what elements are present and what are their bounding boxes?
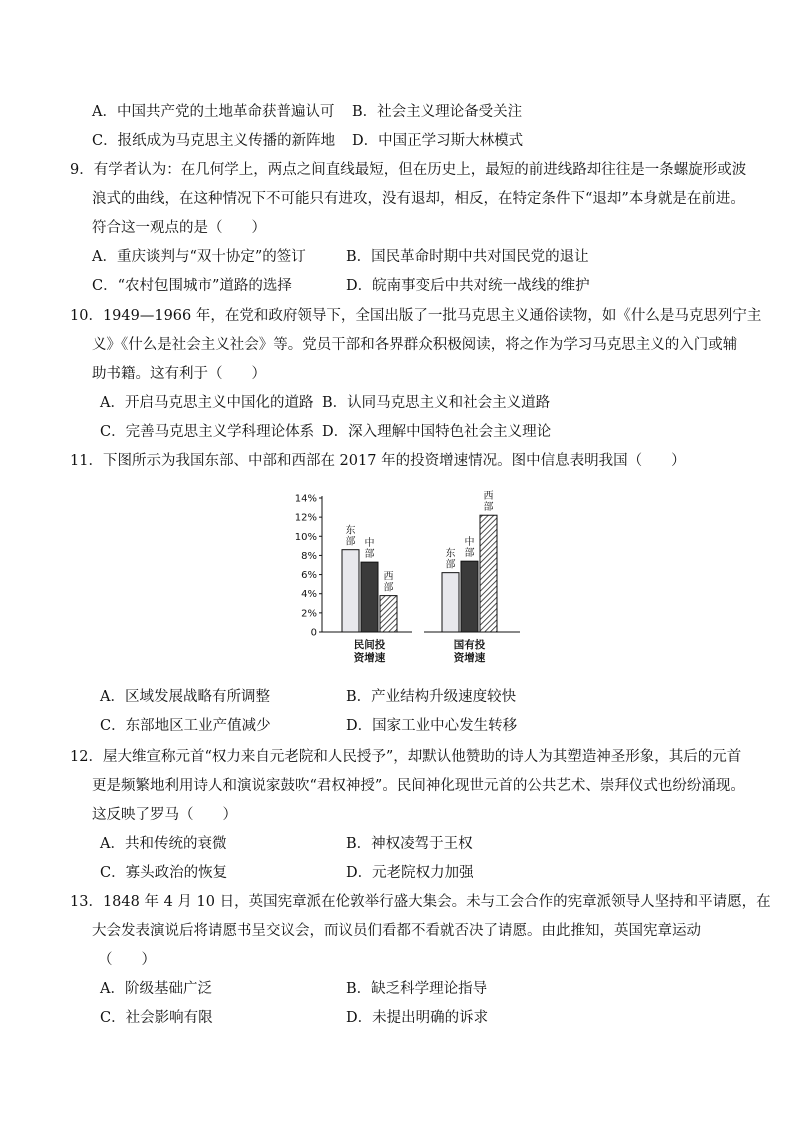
- question-10-stem-line-1: 10．1949—1966 年，在党和政府领导下，全国出版了一批马克思主义通俗读物，如《什么是马克思列宁主: [70, 308, 762, 324]
- option-13-b[interactable]: B．缺乏科学理论指导: [346, 981, 488, 997]
- option-10-b[interactable]: B．认同马克思主义和社会主义道路: [322, 395, 551, 411]
- question-13-stem-line-2: 大会发表演说后将请愿书呈交议会，而议员们看都不看就否决了请愿。由此推知，英国宪章运动: [92, 923, 701, 939]
- option-9-c[interactable]: C．“农村包围城市”道路的选择: [92, 278, 292, 294]
- bar-state-1: [461, 561, 478, 632]
- option-12-b[interactable]: B．神权凌驾于王权: [346, 836, 473, 852]
- question-13-stem-line-1: 13．1848 年 4 月 10 日，英国宪章派在伦敦举行盛大集会。未与工会合作的宪章派领导人坚持和平请愿，在: [70, 894, 771, 910]
- bar-data-label: 部: [364, 549, 375, 561]
- bar-private-2: [380, 596, 397, 632]
- option-8-c[interactable]: C．报纸成为马克思主义传播的新阵地: [92, 133, 336, 149]
- bar-private-1: [361, 562, 378, 632]
- bar-state-0: [442, 573, 459, 632]
- option-9-d[interactable]: D．皖南事变后中共对统一战线的维护: [346, 278, 590, 294]
- y-tick-label: 14%: [294, 493, 317, 505]
- bar-state-2: [480, 515, 497, 632]
- x-category-label: 民间投: [353, 639, 386, 651]
- question-9-stem-line-1: 9．有学者认为：在几何学上，两点之间直线最短，但在历史上，最短的前进线路却往往是一条螺旋形或波: [70, 162, 747, 178]
- bar-data-label: 部: [464, 548, 475, 560]
- question-12-stem-line-2: 更是频繁地利用诗人和演说家鼓吹“君权神授”。民间神化现世元首的公共艺术、崇拜仪式也纷纷涌现。: [92, 778, 745, 794]
- option-8-d[interactable]: D．中国正学习斯大林模式: [352, 133, 524, 149]
- option-10-c[interactable]: C．完善马克思主义学科理论体系: [100, 424, 315, 440]
- option-8-b[interactable]: B．社会主义理论备受关注: [352, 104, 523, 120]
- option-8-a[interactable]: A．中国共产党的土地革命获普遍认可: [92, 104, 335, 120]
- y-tick-label: 4%: [301, 589, 317, 601]
- question-12-stem-line-1: 12．屋大维宣称元首“权力来自元老院和人民授予”，却默认他赞助的诗人为其塑造神圣形象，其后的元首: [70, 749, 742, 765]
- y-tick-label: 8%: [301, 550, 317, 562]
- bar-data-label: 中: [364, 538, 375, 550]
- option-13-c[interactable]: C．社会影响有限: [100, 1010, 213, 1026]
- bar-data-label: 西: [383, 571, 394, 583]
- bar-data-label: 中: [464, 537, 475, 549]
- option-13-d[interactable]: D．未提出明确的诉求: [346, 1010, 489, 1026]
- y-tick-label: 6%: [301, 570, 317, 582]
- question-9-stem-line-3: 符合这一观点的是（ ）: [92, 220, 266, 236]
- option-9-a[interactable]: A．重庆谈判与“双十协定”的签订: [92, 249, 306, 265]
- y-tick-label: 12%: [294, 512, 317, 524]
- question-12-stem-line-3: 这反映了罗马（ ）: [92, 807, 237, 823]
- option-11-b[interactable]: B．产业结构升级速度较快: [346, 689, 517, 705]
- bar-data-label: 东: [445, 548, 456, 560]
- question-10-stem-line-2: 义》《什么是社会主义社会》等。党员干部和各界群众积极阅读，将之作为学习马克思主义的入门或辅: [92, 337, 738, 353]
- question-9-stem-line-2: 浪式的曲线，在这种情况下不可能只有进攻，没有退却，相反，在特定条件下“退却”本身就是在前进。: [92, 191, 745, 207]
- bar-data-label: 部: [383, 582, 394, 594]
- bar-data-label: 西: [483, 491, 494, 503]
- bar-data-label: 部: [483, 502, 494, 514]
- bar-data-label: 部: [345, 536, 356, 548]
- x-category-label: 资增速: [353, 652, 386, 664]
- option-12-d[interactable]: D．元老院权力加强: [346, 865, 474, 881]
- option-10-a[interactable]: A．开启马克思主义中国化的道路: [100, 395, 314, 411]
- option-13-a[interactable]: A．阶级基础广泛: [100, 981, 212, 997]
- bar-data-label: 部: [445, 559, 456, 571]
- question-10-stem-line-3: 助书籍。这有利于（ ）: [92, 366, 266, 382]
- bar-private-0: [342, 550, 359, 632]
- question-11-stem-line-1: 11．下图所示为我国东部、中部和西部在 2017 年的投资增速情况。图中信息表明我国（ ）: [70, 453, 686, 469]
- investment-growth-chart: [270, 484, 530, 674]
- option-12-a[interactable]: A．共和传统的衰微: [100, 836, 227, 852]
- y-tick-label: 10%: [294, 531, 317, 543]
- bar-data-label: 东: [345, 525, 356, 537]
- y-tick-label: 0: [310, 627, 317, 639]
- option-12-c[interactable]: C．寡头政治的恢复: [100, 865, 228, 881]
- question-13-stem-line-3: （ ）: [98, 952, 156, 968]
- x-category-label: 资增速: [453, 652, 486, 664]
- x-category-label: 国有投: [453, 639, 486, 651]
- option-10-d[interactable]: D．深入理解中国特色社会主义理论: [322, 424, 552, 440]
- option-11-c[interactable]: C．东部地区工业产值减少: [100, 718, 271, 734]
- option-9-b[interactable]: B．国民革命时期中共对国民党的退让: [346, 249, 589, 265]
- option-11-a[interactable]: A．区域发展战略有所调整: [100, 689, 270, 705]
- option-11-d[interactable]: D．国家工业中心发生转移: [346, 718, 518, 734]
- y-tick-label: 2%: [301, 608, 317, 620]
